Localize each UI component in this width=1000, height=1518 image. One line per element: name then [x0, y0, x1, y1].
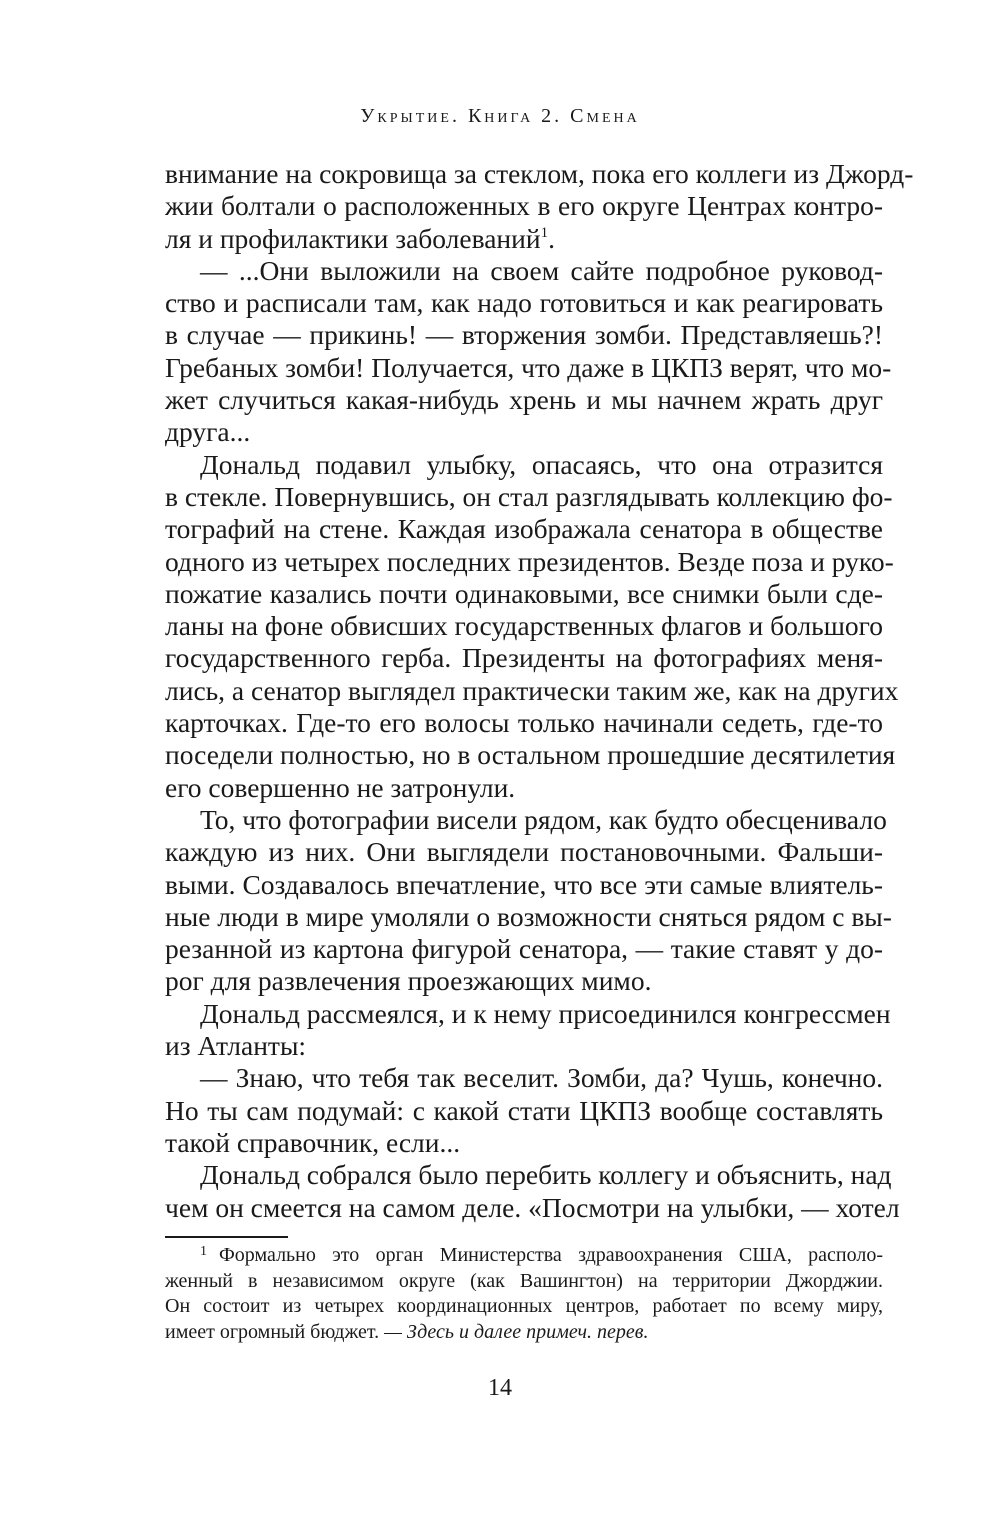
text-line: государственного герба. Президенты на фотографиях меня- [165, 642, 883, 674]
text-line: такой справочник, если... [165, 1126, 461, 1158]
text-line: жет случиться какая-нибудь хрень и мы начнем жрать друг [165, 384, 883, 416]
text-line: лись, а сенатор выглядел практически таким же, как на других [165, 674, 899, 706]
text-line: Дональд рассмеялся, и к нему присоединился конгрессмен [200, 997, 891, 1029]
footnote [165, 1243, 883, 1345]
translator-note: — Здесь и далее примеч. перев. [384, 1320, 649, 1343]
text-line: карточках. Где-то его волосы только начинали седеть, где-то [165, 707, 883, 739]
text-line: тографий на стене. Каждая изображала сенатора в обществе [165, 513, 883, 545]
text-line: из Атланты: [165, 1030, 307, 1062]
text-line: в случае — прикинь! — вторжения зомби. Представляешь?! [165, 319, 883, 351]
text-line: пожатие казались почти одинаковыми, все снимки были сде- [165, 577, 883, 609]
footnote-line: женный в независимом округе (как Вашингтон) на территории Джорджии. [165, 1269, 883, 1292]
page-number: 14 [488, 1375, 512, 1401]
text-line: Гребаных зомби! Получается, что даже в ЦКПЗ верят, что мо- [165, 351, 892, 383]
text-line: рог для развлечения проезжающих мимо. [165, 965, 652, 997]
text-line: Дональд подавил улыбку, опасаясь, что она отразится [200, 448, 883, 480]
footnote-marker: 1 [200, 1244, 207, 1259]
text-line: в стекле. Повернувшись, он стал разглядывать коллекцию фо- [165, 480, 893, 512]
footnote-reference: 1 [540, 224, 549, 241]
text-line: внимание на сокровища за стеклом, пока его коллеги из Джорд- [165, 158, 914, 189]
text-line: Но ты сам подумай: с какой стати ЦКПЗ вообще составлять [165, 1094, 883, 1126]
text-line: каждую из них. Они выглядели постановочными. Фальши- [165, 836, 883, 868]
footnote-line: Он состоит из четырех координационных центров, работает по всему миру, [165, 1295, 883, 1317]
text-line: — Знаю, что тебя так веселит. Зомби, да? Чушь, конечно. [200, 1062, 883, 1094]
footnote-divider [165, 1236, 288, 1238]
text-line-content: ля и профилактики заболеваний [165, 222, 541, 254]
footnote-line-content: имеет огромный бюджет. [165, 1320, 380, 1343]
text-line: одного из четырех последних президентов. Везде поза и руко- [165, 545, 894, 577]
text-line: жии болтали о расположенных в его округе Центрах контро- [165, 190, 883, 222]
footnote-line [165, 1320, 883, 1346]
text-line: ство и расписали там, как надо готовиться и как реагировать [165, 287, 883, 319]
text-line: его совершенно не затронули. [165, 771, 516, 803]
text-line: выми. Создавалось впечатление, что все эти самые влиятель- [165, 868, 883, 900]
footnote-line-content: Формально это орган Министерства здравоохранения США, располо- [219, 1244, 883, 1266]
text-line: поседели полностью, но в остальном прошедшие десятилетия [165, 739, 896, 771]
text-line: — ...Они выложили на своем сайте подробное руковод- [200, 254, 883, 286]
body-text [165, 158, 914, 1224]
running-head: Укрытие. Книга 2. Смена [360, 105, 640, 127]
text-line: То, что фотографии висели рядом, как будто обесценивало [200, 803, 887, 835]
text-line: резанной из картона фигурой сенатора, — такие ставят у до- [165, 933, 883, 965]
text-line: ланы на фоне обвисших государственных флагов и большого [165, 610, 883, 642]
footnote-line [165, 1243, 883, 1269]
text-line: Дональд собрался было перебить коллегу и объяснить, над [200, 1159, 892, 1191]
text-line: чем он смеется на самом деле. «Посмотри на улыбки, — хотел [165, 1191, 900, 1223]
text-line: ля и профилактики заболеваний$^1$. [165, 222, 555, 254]
text-line: друга... [165, 416, 251, 448]
text-line: ные люди в мире умоляли о возможности сняться рядом с вы- [165, 900, 892, 932]
